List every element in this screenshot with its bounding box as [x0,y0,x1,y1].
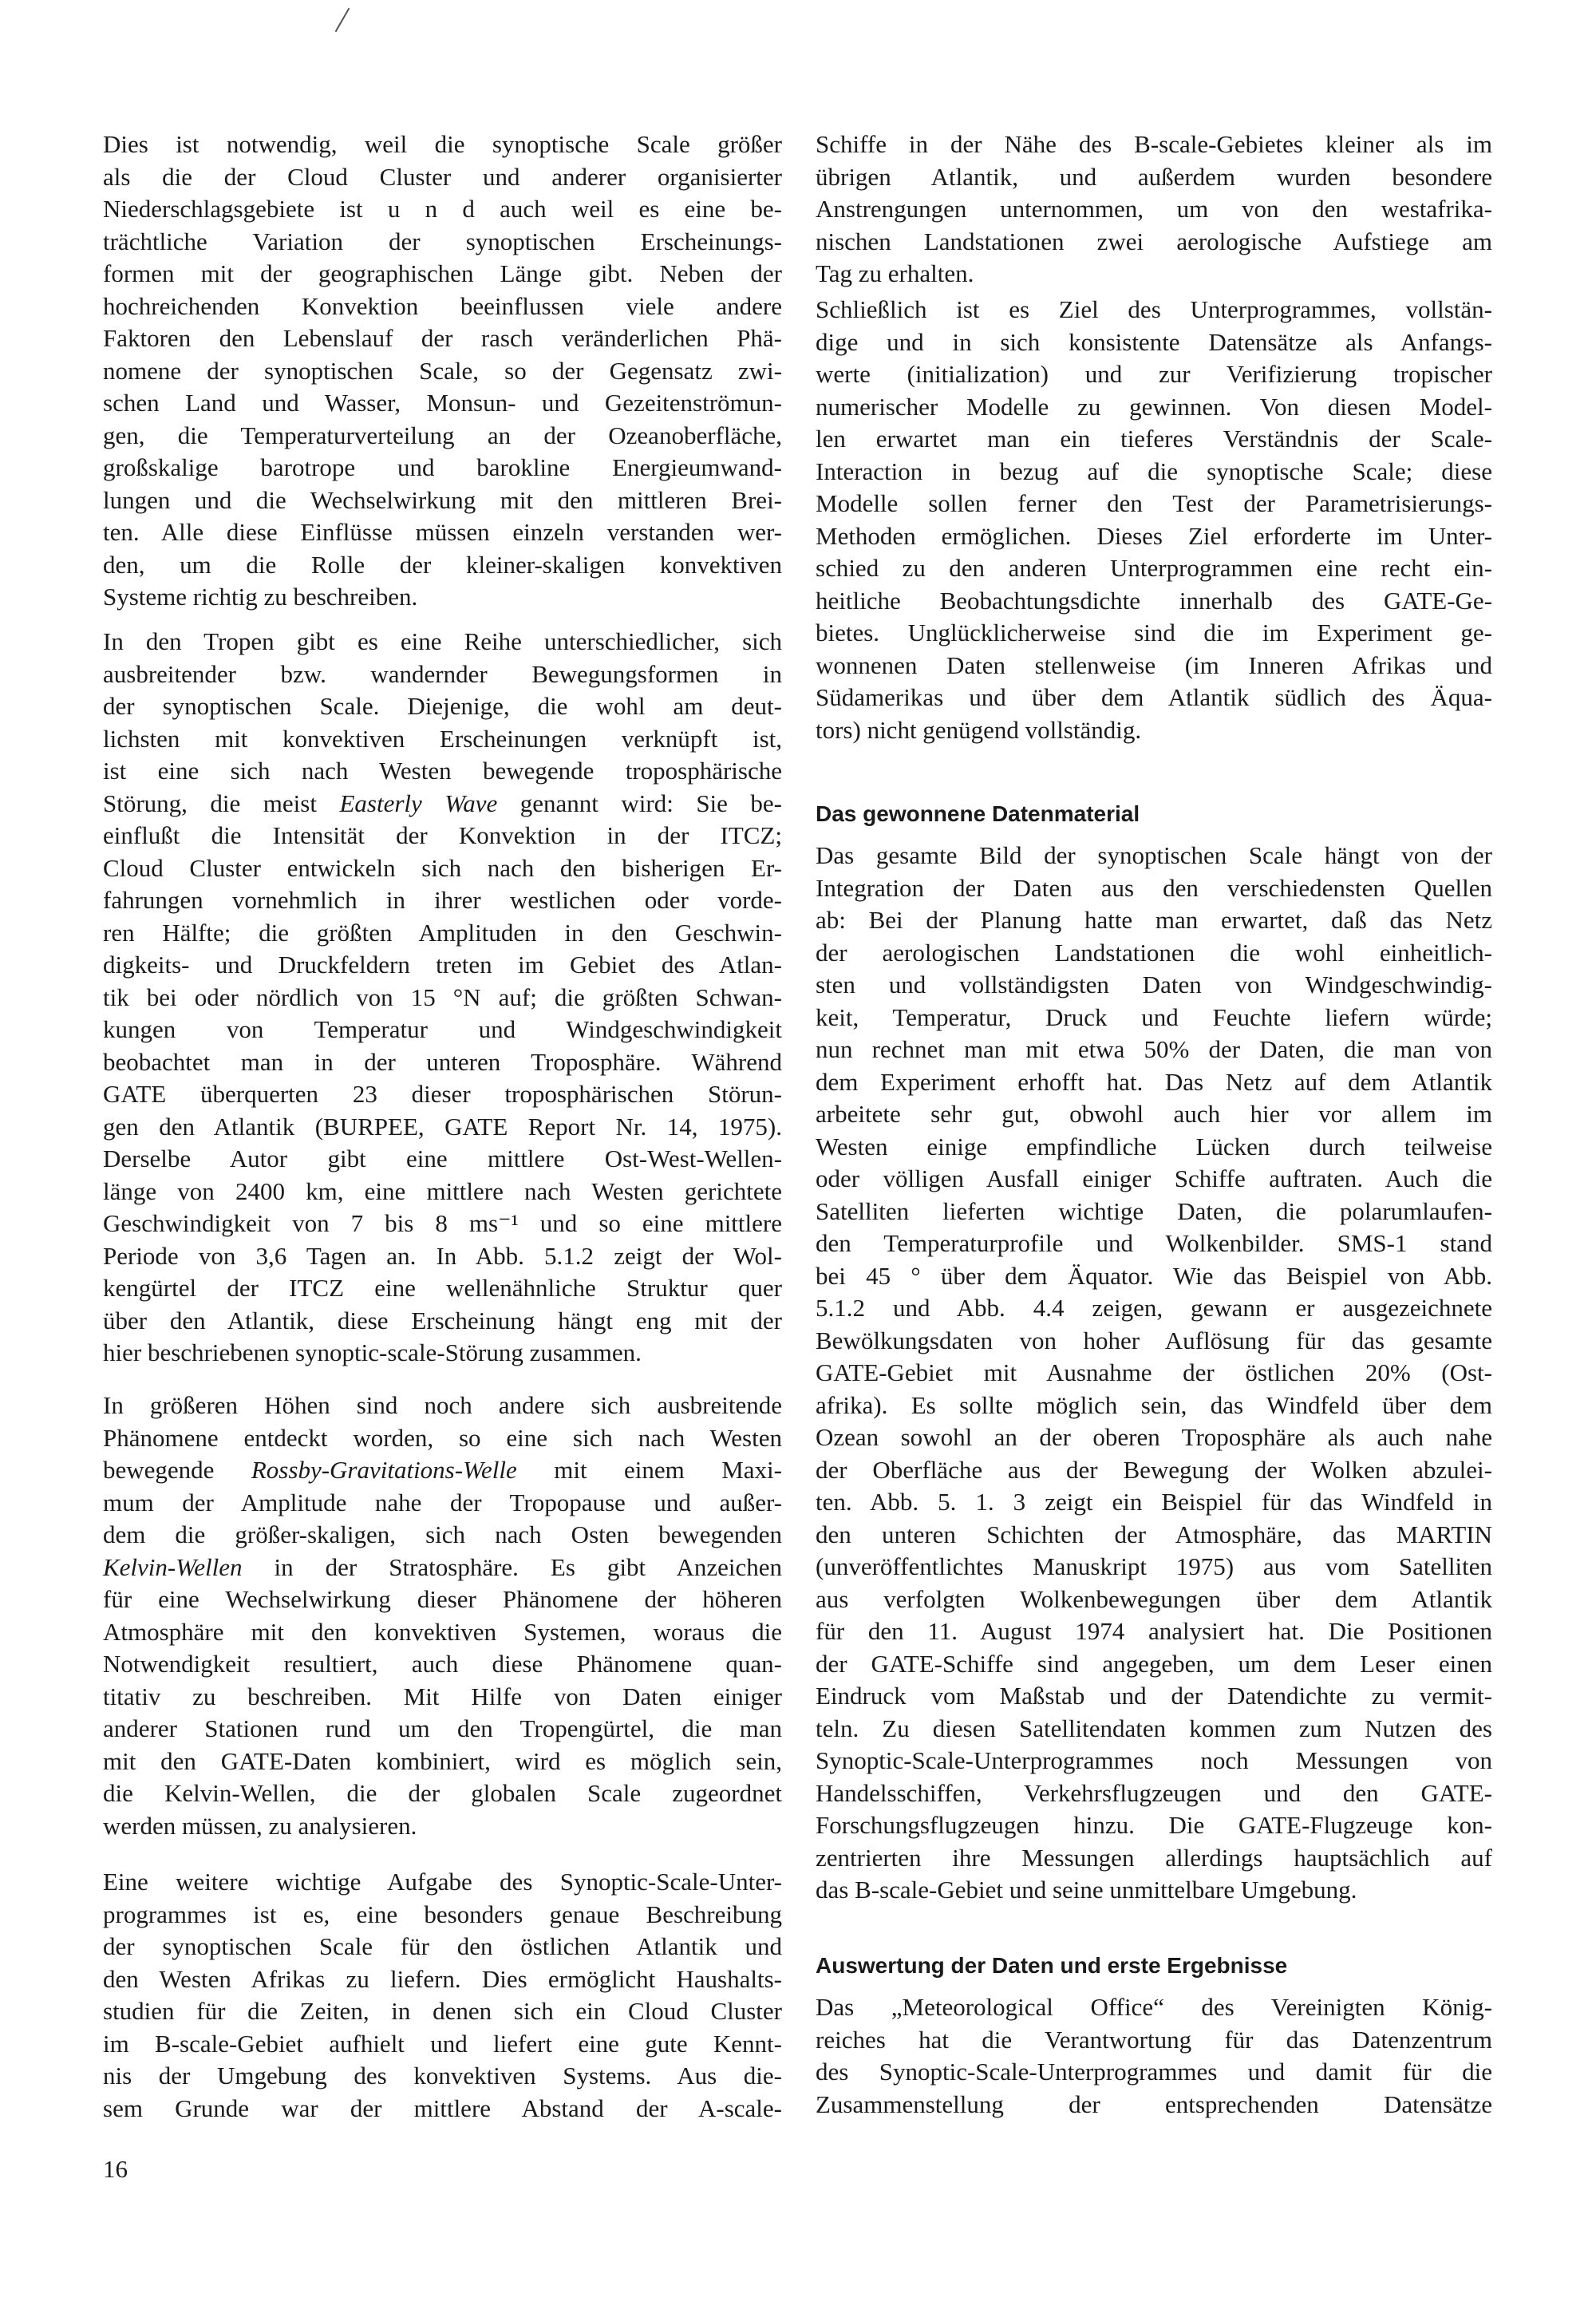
text-line: heitliche Beobachtungsdichte innerhalb des GATE-Ge- [816,586,1492,615]
text-line: 5.1.2 und Abb. 4.4 zeigen, gewann er ausgezeichnete [816,1294,1492,1322]
text-line: anderer Stationen rund um den Tropengürtel, die man [103,1714,782,1742]
text-line: kengürtel der ITCZ eine wellenähnliche Struktur quer [103,1274,782,1302]
paragraph [816,128,1492,291]
section-heading: Auswertung der Daten und erste Ergebnisse [816,1953,1288,1978]
pen-mark [335,8,350,32]
text-line: Dies ist notwendig, weil die synoptische Scale größer [103,130,782,158]
text-line: werte (initialization) und zur Verifizierung tropischer [816,360,1492,388]
text-line: nis der Umgebung des konvektiven Systems. Aus die- [103,2062,782,2090]
text-line: ausbreitender bzw. wandernder Bewegungsformen in [103,659,782,688]
text-line: Forschungsflugzeugen hinzu. Die GATE-Flugzeuge kon- [816,1811,1492,1839]
text-line: fahrungen vornehmlich in ihrer westlichen oder vorde- [103,886,782,914]
text-line: hier beschriebenen synoptic-scale-Störung zusammen. [103,1338,642,1366]
text-line: Das gesamte Bild der synoptischen Scale hängt von der [816,841,1492,869]
text-line: Südamerikas und über dem Atlantik südlich des Äqua- [816,683,1492,711]
text-line: hochreichenden Konvektion beeinflussen viele andere [103,291,782,320]
text-line: mit den GATE-Daten kombiniert, wird es möglich sein, [103,1746,782,1775]
text-line: schied zu den anderen Unterprogrammen eine recht ein- [816,554,1492,582]
text-line: die Kelvin-Wellen, die der globalen Scale zugeordnet [103,1779,782,1807]
text-line: arbeitete sehr gut, obwohl auch hier vor allem im [816,1100,1492,1128]
text-line: dem die größer-skaligen, sich nach Osten bewegenden [103,1520,782,1548]
text-line [103,1552,782,1584]
text-line: Eindruck vom Maßstab und der Datendichte zu vermit- [816,1682,1492,1710]
paragraph [103,1866,782,2125]
text-line: programmes ist es, eine besonders genaue Beschreibung [103,1900,782,1928]
text-line: übrigen Atlantik, und außerdem wurden besondere [816,162,1492,191]
text-line: ab: Bei der Planung hatte man erwartet, daß das Netz [816,906,1492,934]
text-line: ten. Abb. 5. 1. 3 zeigt ein Beispiel für das Windfeld in [816,1488,1492,1516]
text-line: afrika). Es sollte möglich sein, das Windfeld über dem [816,1390,1492,1419]
text-line: Das „Meteorological Office“ des Vereinigten König- [816,1993,1492,2021]
italic-term: Easterly Wave [339,789,498,817]
text-line: (unveröffentlichtes Manuskript 1975) aus vom Satelliten [816,1552,1492,1580]
text-line: Cloud Cluster entwickeln sich nach den bisherigen Er- [103,853,782,882]
text-line: Schließlich ist es Ziel des Unterprogrammes, vollstän- [816,295,1492,323]
text-line: GATE-Gebiet mit Ausnahme der östlichen 20% (Ost- [816,1358,1492,1386]
text-line: Methoden ermöglichen. Dieses Ziel erforderte im Unter- [816,521,1492,550]
text-line: des Synoptic-Scale-Unterprogrammes und damit für die [816,2058,1492,2086]
text-line: den unteren Schichten der Atmosphäre, das MARTIN [816,1520,1492,1548]
paragraph [816,294,1492,746]
text-line: werden müssen, zu analysieren. [103,1811,417,1840]
text-line: den, um die Rolle der kleiner-skaligen konvektiven [103,550,782,579]
text-line: zentrierten ihre Messungen allerdings hauptsächlich auf [816,1843,1492,1872]
text-line: im B-scale-Gebiet aufhielt und liefert eine gute Kennt- [103,2029,782,2058]
text-line: ren Hälfte; die größten Amplituden in den Geschwin- [103,918,782,947]
text-line: Integration der Daten aus den verschiedensten Quellen [816,873,1492,902]
text-line: dige und in sich konsistente Datensätze als Anfangs- [816,327,1492,356]
text-line: ten. Alle diese Einflüsse müssen einzeln verstanden wer- [103,518,782,546]
text-line: Bewölkungsdaten von hoher Auflösung für das gesamte [816,1326,1492,1354]
italic-term: Rossby-Gravitations-Welle [251,1456,517,1484]
text-line: Geschwindigkeit von 7 bis 8 ms⁻¹ und so eine mittlere [103,1209,782,1237]
text-line: gen den Atlantik (BURPEE, GATE Report Nr. 14, 1975). [103,1112,782,1141]
text-line: der aerologischen Landstationen die wohl einheitlich- [816,938,1492,967]
text-line: als die der Cloud Cluster und anderer organisierter [103,162,782,191]
section-heading: Das gewonnene Datenmaterial [816,801,1140,826]
text-line: das B-scale-Gebiet und seine unmittelbare Umgebung. [816,1876,1357,1904]
text-line: einflußt die Intensität der Konvektion in der ITCZ; [103,821,782,849]
text-line: digkeits- und Druckfeldern treten im Gebiet des Atlan- [103,951,782,979]
text-line: teln. Zu diesen Satellitendaten kommen zum Nutzen des [816,1714,1492,1742]
text-line: wonnenen Daten stellenweise (im Inneren Afrikas und [816,650,1492,679]
text-line: ist eine sich nach Westen bewegende troposphärische [103,757,782,785]
text-line: trächtliche Variation der synoptischen Erscheinungs- [103,227,782,255]
text-line: tors) nicht genügend vollständig. [816,715,1142,744]
text-line: Niederschlagsgebiete ist u n d auch weil es eine be- [103,195,782,223]
text-line: beobachtet man in der unteren Troposphäre. Während [103,1047,782,1076]
text-line: Handelsschiffen, Verkehrsflugzeugen und den GATE- [816,1778,1492,1807]
text-line: formen mit der geographischen Länge gibt. Neben der [103,259,782,287]
text-line: Tag zu erhalten. [816,259,974,287]
text-line: Derselbe Autor gibt eine mittlere Ost-West-Wellen- [103,1145,782,1172]
text-line: Anstrengungen unternommen, um von den westafrika- [816,195,1492,223]
text-line: Ozean sowohl an der oberen Troposphäre als auch nahe [816,1423,1492,1451]
text-line [103,1454,782,1487]
paragraph [103,128,782,614]
text-line: für eine Wechselwirkung dieser Phänomene der höheren [103,1585,782,1613]
text-line: tik bei oder nördlich von 15 °N auf; die größten Schwan- [103,983,782,1011]
page-number: 16 [103,2155,128,2183]
text-line: Periode von 3,6 Tagen an. In Abb. 5.1.2 zeigt der Wol- [103,1241,782,1270]
text-line: GATE überquerten 23 dieser troposphärischen Störun- [103,1080,782,1108]
text-line: der GATE-Schiffe sind angegeben, um dem Leser einen [816,1649,1492,1678]
paragraph [816,840,1492,1907]
text-segment: genannt wird: Sie be- [497,789,783,817]
text-line: den Temperaturprofile und Wolkenbilder. SMS-1 stand [816,1229,1492,1257]
text-segment: bewegende [103,1456,251,1484]
text-line: lungen und die Wechselwirkung mit den mittleren Brei- [103,485,782,514]
text-line: über den Atlantik, diese Erscheinung hängt eng mit der [103,1306,782,1334]
text-line: oder völligen Ausfall einiger Schiffe auftraten. Auch die [816,1164,1492,1192]
text-line: kungen von Temperatur und Windgeschwindigkeit [103,1015,782,1043]
text-line: In größeren Höhen sind noch andere sich ausbreitende [103,1391,782,1419]
text-line: Systeme richtig zu beschreiben. [103,583,418,611]
text-segment: in der Stratosphäre. Es gibt Anzeichen [242,1552,782,1581]
text-line: In den Tropen gibt es eine Reihe unterschiedlicher, sich [103,627,782,655]
text-line: länge von 2400 km, eine mittlere nach Westen gerichtete [103,1176,782,1205]
text-line: der synoptischen Scale. Diejenige, die wohl am deut- [103,692,782,720]
text-line: sem Grunde war der mittlere Abstand der A-scale- [103,2094,782,2122]
text-segment: mit einem Maxi- [516,1456,782,1484]
text-line: der synoptischen Scale für den östlichen Atlantik und [103,1932,782,1960]
text-line: studien für die Zeiten, in denen sich ein Cloud Cluster [103,1997,782,2025]
paragraph [103,1390,782,1842]
text-line [103,788,782,820]
text-line: Phänomene entdeckt worden, so eine sich nach Westen [103,1423,782,1452]
text-line: numerischer Modelle zu gewinnen. Von diesen Model- [816,392,1492,421]
text-line: mum der Amplitude nahe der Tropopause und außer- [103,1488,782,1516]
text-line: Schiffe in der Nähe des B-scale-Gebietes kleiner als im [816,130,1492,158]
text-line: schen Land und Wasser, Monsun- und Gezeitenströmun- [103,389,782,417]
text-line: gen, die Temperaturverteilung an der Ozeanoberfläche, [103,421,782,449]
text-line: Satelliten lieferten wichtige Daten, die polarumlaufen- [816,1196,1492,1225]
text-line: nomene der synoptischen Scale, so der Gegensatz zwi- [103,356,782,385]
text-line: sten und vollständigsten Daten von Windgeschwindig- [816,971,1492,998]
text-line: der Oberfläche aus der Bewegung der Wolken abzulei- [816,1455,1492,1484]
text-line: Synoptic-Scale-Unterprogrammes noch Messungen von [816,1746,1492,1774]
text-line: Notwendigkeit resultiert, auch diese Phänomene quan- [103,1650,782,1678]
text-line: aus verfolgten Wolkenbewegungen über dem Atlantik [816,1584,1492,1613]
text-line: den Westen Afrikas zu liefern. Dies ermöglicht Haushalts- [103,1964,782,1993]
text-line: titativ zu beschreiben. Mit Hilfe von Daten einiger [103,1682,782,1710]
text-line: bietes. Unglücklicherweise sind die im Experiment ge- [816,619,1492,646]
text-line: lichsten mit konvektiven Erscheinungen verknüpft ist, [103,724,782,753]
text-line: reiches hat die Verantwortung für das Datenzentrum [816,2025,1492,2054]
text-line: bei 45 ° über dem Äquator. Wie das Beispiel von Abb. [816,1261,1492,1290]
text-line: keit, Temperatur, Druck und Feuchte liefern würde; [816,1002,1492,1031]
text-line: Interaction in bezug auf die synoptische Scale; diese [816,457,1492,485]
text-line: nischen Landstationen zwei aerologische Aufstiege am [816,227,1492,255]
italic-term: Kelvin-Wellen [103,1552,243,1581]
text-line: Faktoren den Lebenslauf der rasch veränderlichen Phä- [103,324,782,352]
text-line: Modelle sollen ferner den Test der Parametrisierungs- [816,489,1492,517]
text-line: nun rechnet man mit etwa 50% der Daten, die man von [816,1035,1492,1063]
text-line: für den 11. August 1974 analysiert hat. Die Positionen [816,1617,1492,1645]
paragraph [816,1991,1492,2121]
text-line: Zusammenstellung der entsprechenden Datensätze [816,2090,1492,2118]
text-line: großskalige barotrope und barokline Energieumwand- [103,453,782,481]
text-line: Atmosphäre mit den konvektiven Systemen, woraus die [103,1617,782,1646]
paragraph [103,626,782,1370]
text-line: Eine weitere wichtige Aufgabe des Synoptic-Scale-Unter- [103,1868,782,1896]
text-line: len erwartet man ein tieferes Verständnis der Scale- [816,425,1492,453]
text-line: Westen einige empfindliche Lücken durch teilweise [816,1132,1492,1160]
text-segment: Störung, die meist [103,789,340,817]
text-line: dem Experiment erhofft hat. Das Netz auf dem Atlantik [816,1067,1492,1096]
